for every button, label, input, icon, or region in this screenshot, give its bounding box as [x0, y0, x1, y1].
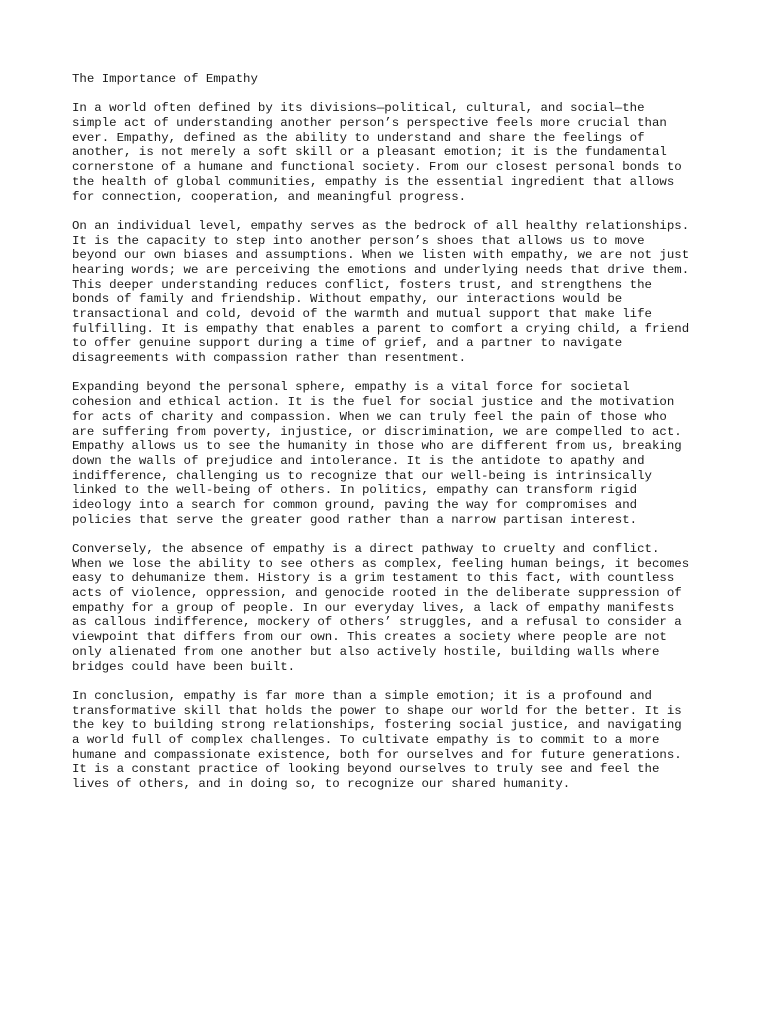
paragraph-line: linked to the well-being of others. In politics, empathy can transform rigid: [72, 483, 638, 498]
paragraph-line: viewpoint that differs from our own. This creates a society where people are not: [72, 630, 667, 645]
paragraph-line: cornerstone of a humane and functional society. From our closest personal bonds to: [72, 160, 682, 175]
paragraph-line: are suffering from poverty, injustice, or discrimination, we are compelled to act.: [72, 424, 682, 439]
paragraph-line: bonds of family and friendship. Without empathy, our interactions would be: [72, 292, 623, 307]
paragraph-line: acts of violence, oppression, and genocide rooted in the deliberate suppression of: [72, 586, 682, 601]
paragraph-line: It is a constant practice of looking beyond ourselves to truly see and feel the: [72, 762, 660, 777]
paragraph-line: the key to building strong relationships, fostering social justice, and navigating: [72, 718, 682, 733]
paragraph-line: Empathy allows us to see the humanity in those who are different from us, breaking: [72, 439, 682, 454]
paragraph-line: simple act of understanding another person’s perspective feels more crucial than: [72, 116, 667, 131]
paragraph-3: [72, 380, 712, 527]
paragraph-line: This deeper understanding reduces conflict, fosters trust, and strengthens the: [72, 277, 652, 292]
paragraph-line: down the walls of prejudice and intolerance. It is the antidote to apathy and: [72, 453, 645, 468]
paragraph-line: as callous indifference, mockery of others’ struggles, and a refusal to consider a: [72, 615, 682, 630]
paragraph-line: another, is not merely a soft skill or a pleasant emotion; it is the fundamental: [72, 145, 667, 160]
paragraph-line: When we lose the ability to see others as complex, feeling human beings, it becomes: [72, 556, 690, 571]
paragraph-line: lives of others, and in doing so, to recognize our shared humanity.: [72, 777, 571, 791]
paragraph-line: In conclusion, empathy is far more than a simple emotion; it is a profound and: [72, 688, 652, 703]
paragraph-line: easy to dehumanize them. History is a grim testament to this fact, with countless: [72, 571, 675, 586]
paragraph-line: Conversely, the absence of empathy is a direct pathway to cruelty and conflict.: [72, 542, 660, 556]
paragraph-line: cohesion and ethical action. It is the fuel for social justice and the motivation: [72, 395, 675, 410]
paragraph-line: transformative skill that holds the power to shape our world for the better. It is: [72, 703, 682, 718]
paragraph-line: policies that serve the greater good rather than a narrow partisan interest.: [72, 512, 638, 527]
paragraph-line: ideology into a search for common ground, paving the way for compromises and: [72, 497, 638, 512]
paragraph-line: for acts of charity and compassion. When we can truly feel the pain of those who: [72, 409, 667, 424]
paragraph-line: It is the capacity to step into another person’s shoes that allows us to move: [72, 233, 645, 248]
paragraph-line: the health of global communities, empathy is the essential ingredient that allows: [72, 174, 675, 189]
document-title: The Importance of Empathy: [72, 72, 258, 86]
paragraph-4: [72, 542, 712, 674]
document-body: [72, 72, 712, 806]
paragraph-line: bridges could have been built.: [72, 659, 296, 674]
paragraph-line: indifference, challenging us to recognize that our well-being is intrinsically: [72, 468, 652, 483]
paragraph-line: to offer genuine support during a time of grief, and a partner to navigate: [72, 336, 623, 351]
paragraph-line: humane and compassionate existence, both for ourselves and for future generations.: [72, 747, 682, 762]
paragraph-line: Expanding beyond the personal sphere, empathy is a vital force for societal: [72, 380, 630, 395]
paragraph-line: hearing words; we are perceiving the emotions and underlying needs that drive them.: [72, 262, 690, 277]
paragraph-2: [72, 219, 712, 366]
paragraph-line: empathy for a group of people. In our everyday lives, a lack of empathy manifests: [72, 600, 675, 615]
paragraph-line: In a world often defined by its divisions—political, cultural, and social—the: [72, 101, 645, 116]
paragraph-line: ever. Empathy, defined as the ability to understand and share the feelings of: [72, 130, 645, 145]
paragraph-line: beyond our own biases and assumptions. When we listen with empathy, we are not just: [72, 248, 690, 263]
paragraph-line: for connection, cooperation, and meaningful progress.: [72, 189, 467, 204]
paragraph-line: only alienated from one another but also actively hostile, building walls where: [72, 644, 660, 659]
paragraph-line: fulfilling. It is empathy that enables a parent to comfort a crying child, a friend: [72, 321, 690, 336]
paragraph-1: [72, 101, 712, 204]
paragraph-line: On an individual level, empathy serves as the bedrock of all healthy relationships.: [72, 218, 690, 233]
paragraph-5: [72, 689, 712, 792]
paragraph-line: a world full of complex challenges. To cultivate empathy is to commit to a more: [72, 732, 660, 747]
paragraph-line: disagreements with compassion rather than resentment.: [72, 351, 467, 366]
paragraph-line: transactional and cold, devoid of the warmth and mutual support that make life: [72, 307, 652, 321]
